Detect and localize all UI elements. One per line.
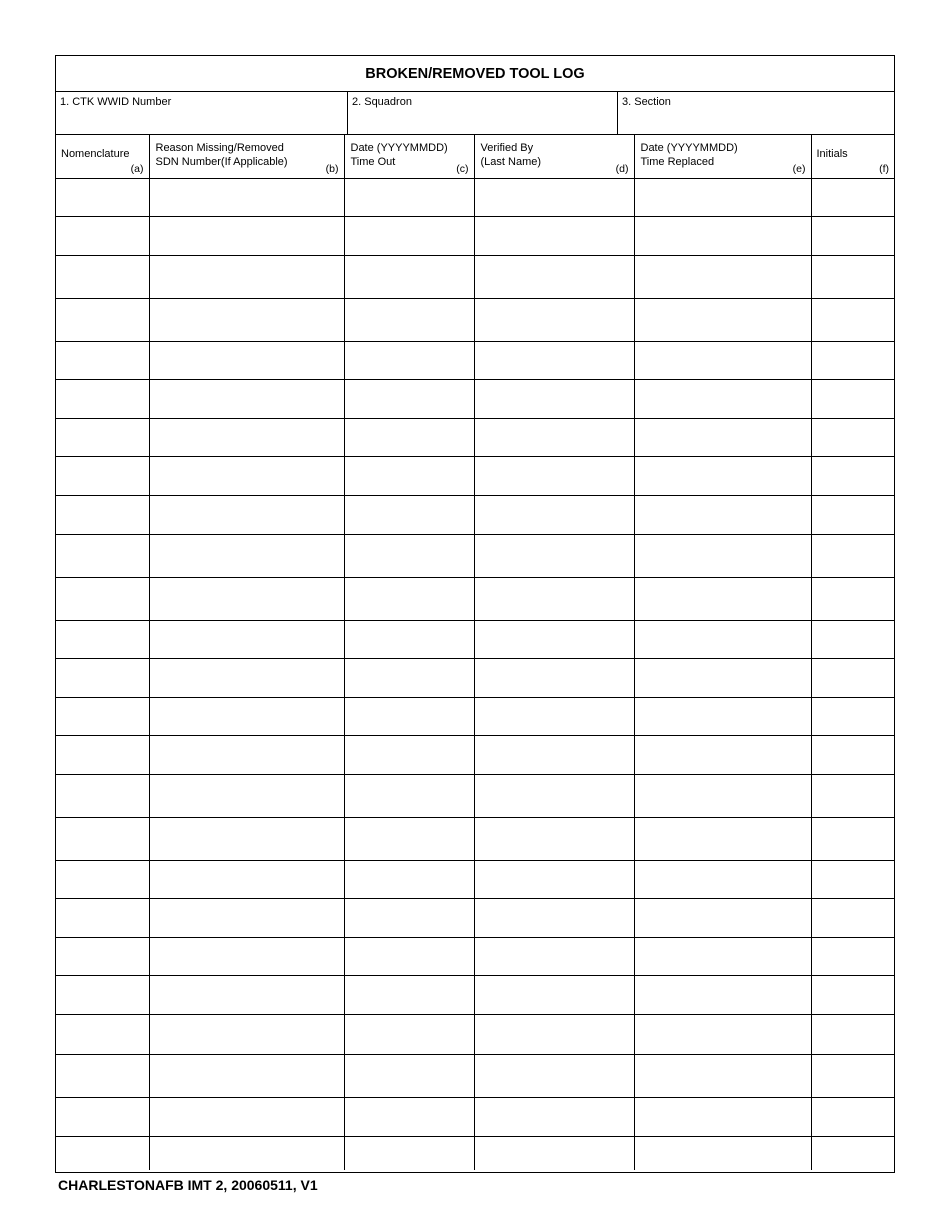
cell-verified-by[interactable] <box>474 735 634 774</box>
cell-verified-by[interactable] <box>474 658 634 697</box>
cell-nomenclature[interactable] <box>56 658 149 697</box>
cell-reason[interactable] <box>149 1014 344 1054</box>
cell-reason[interactable] <box>149 379 344 418</box>
cell-date-time-replaced[interactable] <box>634 298 811 341</box>
table-row <box>56 1136 894 1170</box>
cell-date-time-out[interactable] <box>344 658 474 697</box>
cell-nomenclature[interactable] <box>56 379 149 418</box>
cell-initials[interactable] <box>811 577 894 620</box>
section-label: 3. Section <box>622 96 671 108</box>
table-row <box>56 817 894 860</box>
cell-nomenclature[interactable] <box>56 1014 149 1054</box>
cell-nomenclature[interactable] <box>56 774 149 817</box>
cell-verified-by[interactable] <box>474 898 634 937</box>
column-header-sublabel: Time Replaced <box>640 156 715 168</box>
cell-nomenclature[interactable] <box>56 1097 149 1136</box>
cell-date-time-out[interactable] <box>344 898 474 937</box>
column-letter: (d) <box>615 162 629 175</box>
cell-nomenclature[interactable] <box>56 495 149 534</box>
table-header-row <box>56 135 894 178</box>
column-letter: (c) <box>456 162 469 175</box>
form-identifier: CHARLESTONAFB IMT 2, 20060511, V1 <box>58 1177 318 1193</box>
cell-date-time-out[interactable] <box>344 697 474 735</box>
column-header-label: Nomenclature <box>61 148 130 160</box>
cell-verified-by[interactable] <box>474 298 634 341</box>
column-letter: (f) <box>879 162 889 175</box>
cell-nomenclature[interactable] <box>56 860 149 898</box>
cell-initials[interactable] <box>811 1097 894 1136</box>
cell-date-time-out[interactable] <box>344 1054 474 1097</box>
cell-nomenclature[interactable] <box>56 735 149 774</box>
cell-date-time-replaced[interactable] <box>634 975 811 1014</box>
table-row <box>56 216 894 255</box>
cell-verified-by[interactable] <box>474 341 634 379</box>
cell-date-time-replaced[interactable] <box>634 817 811 860</box>
form-title: BROKEN/REMOVED TOOL LOG <box>56 56 894 92</box>
table-row <box>56 898 894 937</box>
cell-date-time-out[interactable] <box>344 1136 474 1170</box>
cell-nomenclature[interactable] <box>56 898 149 937</box>
cell-date-time-replaced[interactable] <box>634 1097 811 1136</box>
tool-log-form <box>55 55 895 1173</box>
cell-initials[interactable] <box>811 178 894 216</box>
ctk-wwid-label: 1. CTK WWID Number <box>60 96 172 108</box>
cell-initials[interactable] <box>811 658 894 697</box>
column-header-reason-missing <box>149 135 344 178</box>
cell-reason[interactable] <box>149 1136 344 1170</box>
cell-initials[interactable] <box>811 255 894 298</box>
cell-reason[interactable] <box>149 456 344 495</box>
cell-date-time-replaced[interactable] <box>634 735 811 774</box>
table-row <box>56 534 894 577</box>
cell-nomenclature[interactable] <box>56 341 149 379</box>
table-row <box>56 341 894 379</box>
cell-date-time-replaced[interactable] <box>634 898 811 937</box>
cell-verified-by[interactable] <box>474 577 634 620</box>
cell-nomenclature[interactable] <box>56 577 149 620</box>
column-header-initials <box>811 135 894 178</box>
cell-date-time-out[interactable] <box>344 860 474 898</box>
cell-date-time-replaced[interactable] <box>634 577 811 620</box>
table-row <box>56 418 894 456</box>
column-letter: (a) <box>130 162 144 175</box>
cell-nomenclature[interactable] <box>56 817 149 860</box>
cell-verified-by[interactable] <box>474 817 634 860</box>
column-letter: (e) <box>792 162 806 175</box>
cell-reason[interactable] <box>149 341 344 379</box>
table-row <box>56 774 894 817</box>
section-field[interactable] <box>618 92 894 135</box>
cell-nomenclature[interactable] <box>56 255 149 298</box>
cell-verified-by[interactable] <box>474 860 634 898</box>
cell-verified-by[interactable] <box>474 216 634 255</box>
column-header-nomenclature <box>56 135 149 178</box>
cell-date-time-replaced[interactable] <box>634 216 811 255</box>
cell-verified-by[interactable] <box>474 1054 634 1097</box>
cell-initials[interactable] <box>811 975 894 1014</box>
cell-verified-by[interactable] <box>474 495 634 534</box>
cell-reason[interactable] <box>149 1054 344 1097</box>
table-row <box>56 697 894 735</box>
cell-initials[interactable] <box>811 534 894 577</box>
column-header-date-time-replaced <box>634 135 811 178</box>
cell-date-time-replaced[interactable] <box>634 379 811 418</box>
cell-reason[interactable] <box>149 534 344 577</box>
table-row <box>56 860 894 898</box>
cell-nomenclature[interactable] <box>56 937 149 975</box>
cell-initials[interactable] <box>811 774 894 817</box>
table-row <box>56 178 894 216</box>
cell-date-time-replaced[interactable] <box>634 178 811 216</box>
cell-verified-by[interactable] <box>474 418 634 456</box>
table-row <box>56 1097 894 1136</box>
column-header-sublabel: (Last Name) <box>480 156 542 168</box>
cell-reason[interactable] <box>149 255 344 298</box>
cell-nomenclature[interactable] <box>56 298 149 341</box>
tool-log-table <box>56 135 894 1170</box>
cell-verified-by[interactable] <box>474 620 634 658</box>
cell-nomenclature[interactable] <box>56 975 149 1014</box>
cell-initials[interactable] <box>811 620 894 658</box>
cell-reason[interactable] <box>149 418 344 456</box>
cell-reason[interactable] <box>149 860 344 898</box>
cell-date-time-out[interactable] <box>344 379 474 418</box>
table-row <box>56 658 894 697</box>
table-row <box>56 620 894 658</box>
ctk-wwid-field[interactable] <box>56 92 348 135</box>
cell-date-time-replaced[interactable] <box>634 1054 811 1097</box>
cell-date-time-out[interactable] <box>344 735 474 774</box>
cell-initials[interactable] <box>811 1054 894 1097</box>
cell-date-time-out[interactable] <box>344 577 474 620</box>
cell-initials[interactable] <box>811 937 894 975</box>
cell-date-time-out[interactable] <box>344 298 474 341</box>
cell-date-time-out[interactable] <box>344 418 474 456</box>
cell-reason[interactable] <box>149 937 344 975</box>
table-row <box>56 735 894 774</box>
cell-date-time-out[interactable] <box>344 975 474 1014</box>
table-row <box>56 577 894 620</box>
cell-verified-by[interactable] <box>474 774 634 817</box>
cell-reason[interactable] <box>149 1097 344 1136</box>
column-header-sublabel: SDN Number(If Applicable) <box>155 156 288 168</box>
cell-date-time-replaced[interactable] <box>634 341 811 379</box>
cell-initials[interactable] <box>811 1136 894 1170</box>
cell-reason[interactable] <box>149 298 344 341</box>
cell-date-time-replaced[interactable] <box>634 456 811 495</box>
column-header-date-time-out <box>344 135 474 178</box>
cell-verified-by[interactable] <box>474 1014 634 1054</box>
cell-initials[interactable] <box>811 298 894 341</box>
cell-nomenclature[interactable] <box>56 216 149 255</box>
cell-nomenclature[interactable] <box>56 620 149 658</box>
table-row <box>56 1054 894 1097</box>
cell-reason[interactable] <box>149 697 344 735</box>
cell-verified-by[interactable] <box>474 456 634 495</box>
cell-date-time-out[interactable] <box>344 937 474 975</box>
cell-reason[interactable] <box>149 898 344 937</box>
cell-date-time-replaced[interactable] <box>634 495 811 534</box>
cell-verified-by[interactable] <box>474 379 634 418</box>
table-row <box>56 298 894 341</box>
cell-reason[interactable] <box>149 178 344 216</box>
table-row <box>56 255 894 298</box>
cell-date-time-out[interactable] <box>344 774 474 817</box>
cell-reason[interactable] <box>149 658 344 697</box>
cell-verified-by[interactable] <box>474 975 634 1014</box>
cell-date-time-out[interactable] <box>344 817 474 860</box>
cell-date-time-out[interactable] <box>344 255 474 298</box>
cell-reason[interactable] <box>149 774 344 817</box>
cell-verified-by[interactable] <box>474 178 634 216</box>
column-header-label: Date (YYYYMMDD) <box>350 142 448 154</box>
table-body <box>56 178 894 1170</box>
table-row <box>56 379 894 418</box>
cell-date-time-replaced[interactable] <box>634 620 811 658</box>
cell-verified-by[interactable] <box>474 697 634 735</box>
cell-verified-by[interactable] <box>474 255 634 298</box>
table-row <box>56 495 894 534</box>
cell-date-time-out[interactable] <box>344 456 474 495</box>
cell-date-time-out[interactable] <box>344 534 474 577</box>
cell-reason[interactable] <box>149 216 344 255</box>
table-row <box>56 937 894 975</box>
cell-date-time-replaced[interactable] <box>634 774 811 817</box>
cell-initials[interactable] <box>811 697 894 735</box>
cell-nomenclature[interactable] <box>56 534 149 577</box>
column-header-label: Reason Missing/Removed <box>155 142 284 154</box>
cell-reason[interactable] <box>149 975 344 1014</box>
cell-date-time-replaced[interactable] <box>634 255 811 298</box>
cell-initials[interactable] <box>811 735 894 774</box>
table-row <box>56 456 894 495</box>
cell-reason[interactable] <box>149 620 344 658</box>
cell-initials[interactable] <box>811 379 894 418</box>
cell-verified-by[interactable] <box>474 1136 634 1170</box>
cell-nomenclature[interactable] <box>56 418 149 456</box>
cell-date-time-out[interactable] <box>344 216 474 255</box>
cell-date-time-replaced[interactable] <box>634 658 811 697</box>
column-header-label: Verified By <box>480 142 534 154</box>
cell-initials[interactable] <box>811 341 894 379</box>
cell-reason[interactable] <box>149 735 344 774</box>
column-header-verified-by <box>474 135 634 178</box>
cell-initials[interactable] <box>811 495 894 534</box>
cell-initials[interactable] <box>811 216 894 255</box>
cell-reason[interactable] <box>149 817 344 860</box>
squadron-label: 2. Squadron <box>352 96 412 108</box>
cell-initials[interactable] <box>811 860 894 898</box>
cell-nomenclature[interactable] <box>56 697 149 735</box>
cell-date-time-replaced[interactable] <box>634 1136 811 1170</box>
cell-nomenclature[interactable] <box>56 1136 149 1170</box>
cell-initials[interactable] <box>811 817 894 860</box>
cell-date-time-out[interactable] <box>344 1097 474 1136</box>
cell-date-time-out[interactable] <box>344 1014 474 1054</box>
cell-initials[interactable] <box>811 418 894 456</box>
table-row <box>56 975 894 1014</box>
cell-date-time-out[interactable] <box>344 178 474 216</box>
cell-nomenclature[interactable] <box>56 1054 149 1097</box>
cell-date-time-replaced[interactable] <box>634 697 811 735</box>
column-header-label: Date (YYYYMMDD) <box>640 142 738 154</box>
column-header-sublabel: Time Out <box>350 156 396 168</box>
cell-initials[interactable] <box>811 1014 894 1054</box>
cell-reason[interactable] <box>149 577 344 620</box>
cell-date-time-replaced[interactable] <box>634 418 811 456</box>
cell-verified-by[interactable] <box>474 534 634 577</box>
cell-date-time-out[interactable] <box>344 620 474 658</box>
cell-initials[interactable] <box>811 456 894 495</box>
cell-nomenclature[interactable] <box>56 178 149 216</box>
cell-date-time-replaced[interactable] <box>634 937 811 975</box>
cell-date-time-out[interactable] <box>344 341 474 379</box>
column-header-label: Initials <box>816 148 848 160</box>
cell-date-time-replaced[interactable] <box>634 1014 811 1054</box>
cell-date-time-out[interactable] <box>344 495 474 534</box>
table-row <box>56 1014 894 1054</box>
cell-initials[interactable] <box>811 898 894 937</box>
cell-date-time-replaced[interactable] <box>634 534 811 577</box>
cell-verified-by[interactable] <box>474 1097 634 1136</box>
column-letter: (b) <box>325 162 339 175</box>
cell-reason[interactable] <box>149 495 344 534</box>
cell-verified-by[interactable] <box>474 937 634 975</box>
squadron-field[interactable] <box>348 92 618 135</box>
cell-date-time-replaced[interactable] <box>634 860 811 898</box>
cell-nomenclature[interactable] <box>56 456 149 495</box>
